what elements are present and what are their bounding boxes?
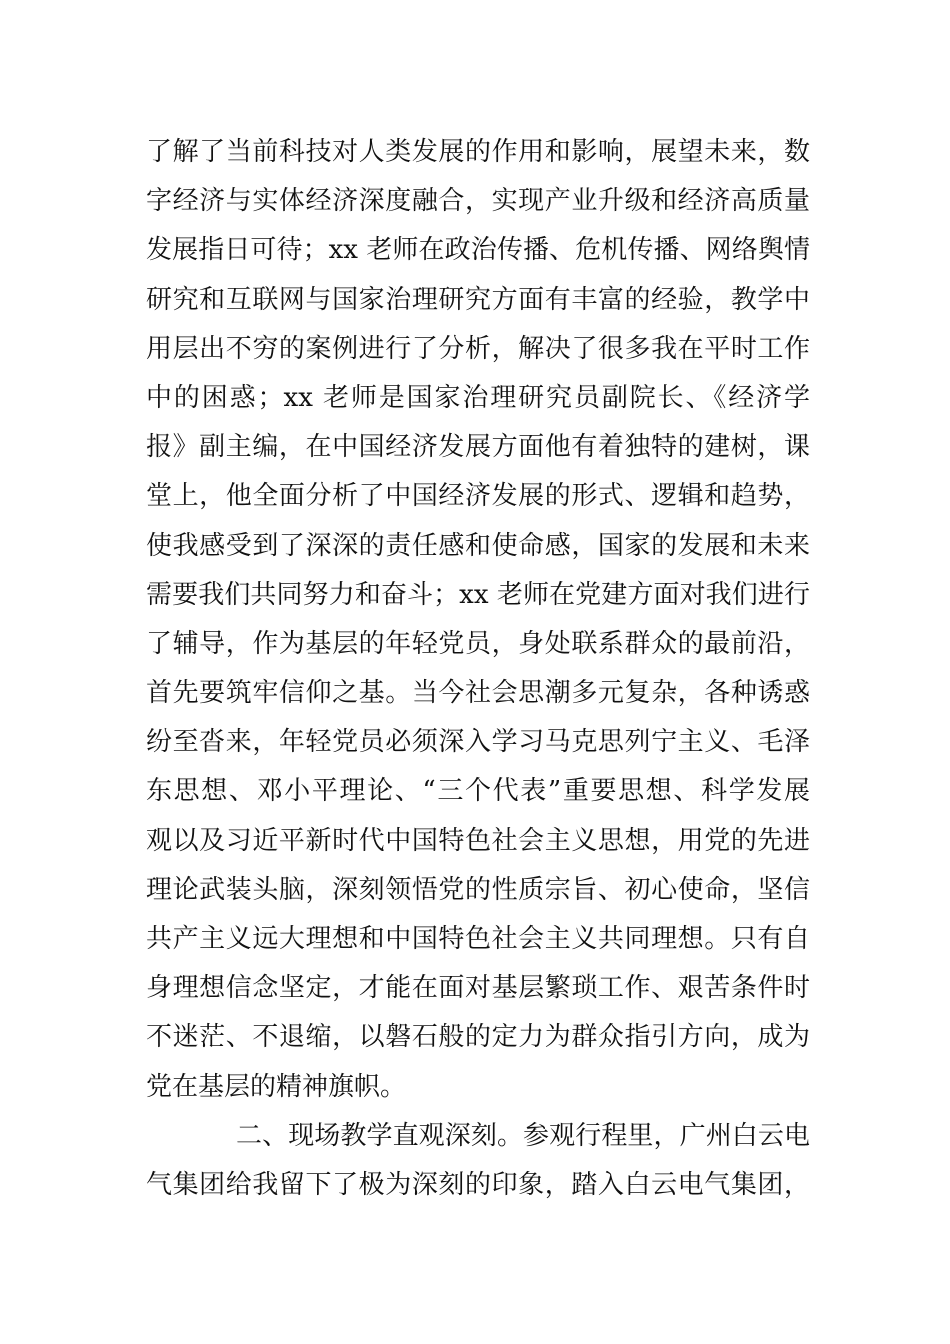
text-line: 纷至沓来，年轻党员必须深入学习马克思列宁主义、毛泽 (146, 727, 810, 758)
text-line: 观以及习近平新时代中国特色社会主义思想，用党的先进 (146, 825, 810, 856)
text-line: 堂上，他全面分析了中国经济发展的形式、逻辑和趋势， (146, 481, 810, 512)
text-line: 需要我们共同努力和奋斗；xx 老师在党建方面对我们进行 (146, 579, 810, 610)
text-line: 用层出不穷的案例进行了分析，解决了很多我在平时工作 (146, 333, 810, 364)
paragraph-end-line: 党在基层的精神旗帜。 (146, 1071, 407, 1102)
document-body (146, 128, 810, 1210)
text-line: 中的困惑；xx 老师是国家治理研究员副院长、《经济学 (146, 382, 810, 413)
text-line: 报》副主编，在中国经济发展方面他有着独特的建树，课 (146, 432, 810, 463)
text-line: 发展指日可待；xx 老师在政治传播、危机传播、网络舆情 (146, 235, 810, 266)
text-line: 身理想信念坚定，才能在面对基层繁琐工作、艰苦条件时 (146, 973, 810, 1004)
text-line: 理论武装头脑，深刻领悟党的性质宗旨、初心使命，坚信 (146, 874, 810, 905)
text-line: 了辅导，作为基层的年轻党员，身处联系群众的最前沿， (146, 628, 810, 659)
text-line: 字经济与实体经济深度融合，实现产业升级和经济高质量 (146, 186, 810, 217)
text-line: 东思想、邓小平理论、“三个代表”重要思想、科学发展 (146, 776, 810, 807)
text-line: 使我感受到了深深的责任感和使命感，国家的发展和未来 (146, 530, 810, 561)
text-line: 了解了当前科技对人类发展的作用和影响，展望未来，数 (146, 137, 810, 167)
text-line: 不迷茫、不退缩，以磐石般的定力为群众指引方向，成为 (146, 1022, 810, 1053)
text-line: 气集团给我留下了极为深刻的印象，踏入白云电气集团， (146, 1169, 810, 1200)
section-heading-line: 二、现场教学直观深刻。参观行程里，广州白云电 (236, 1120, 810, 1151)
text-line: 研究和互联网与国家治理研究方面有丰富的经验，教学中 (146, 284, 810, 315)
text-line: 首先要筑牢信仰之基。当今社会思潮多元复杂，各种诱惑 (146, 678, 810, 709)
text-line: 共产主义远大理想和中国特色社会主义共同理想。只有自 (146, 924, 810, 954)
